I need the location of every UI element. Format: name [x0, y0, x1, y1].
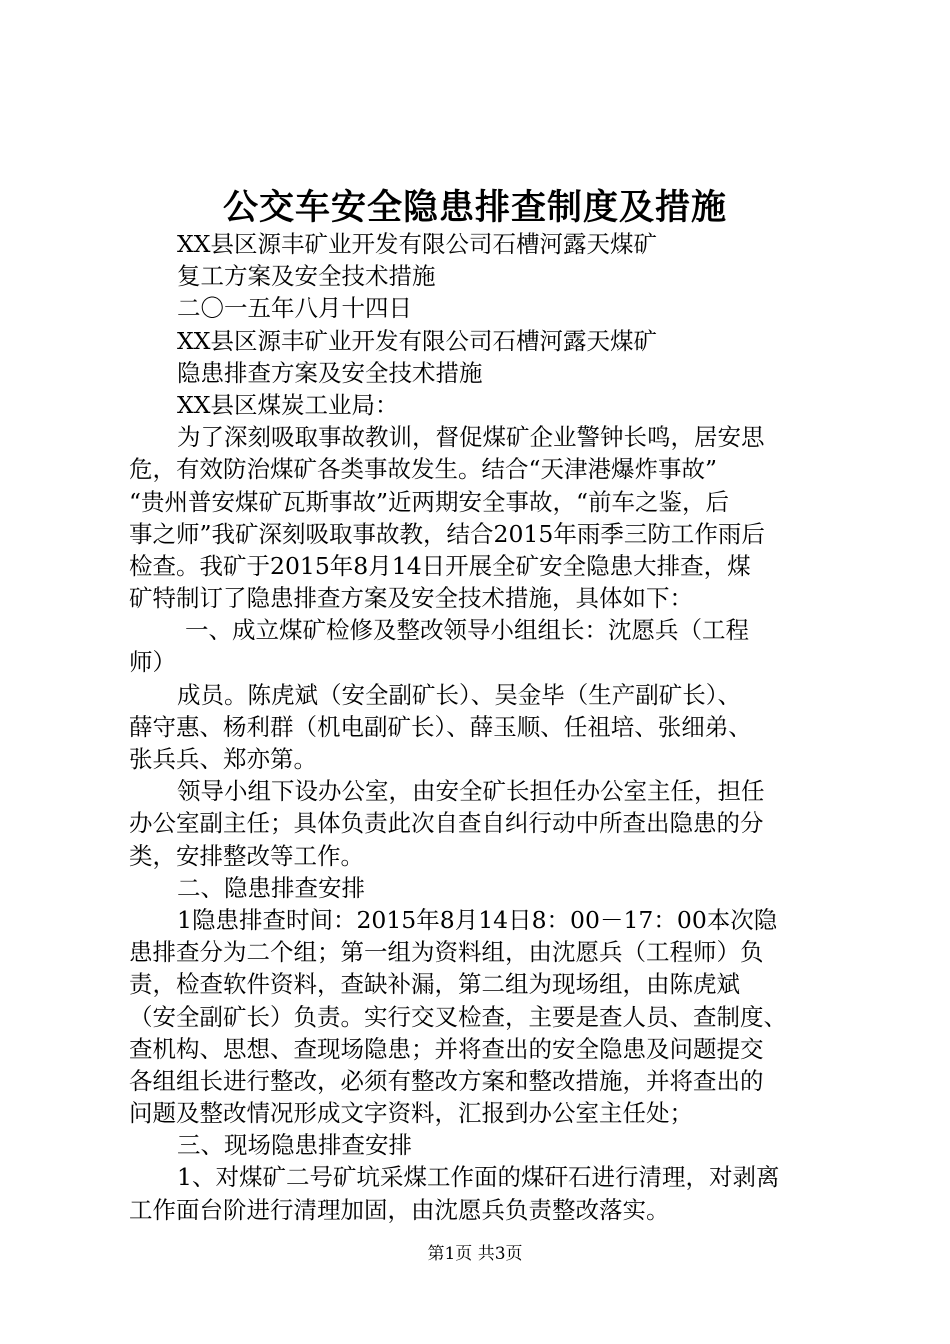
- section-heading-2: 二、隐患排查安排: [177, 873, 365, 902]
- heading-line-plan-2: 隐患排查方案及安全技术措施: [177, 358, 483, 387]
- paragraph-line: “贵州普安煤矿瓦斯事故”近两期安全事故，“前车之鉴，后: [129, 487, 730, 516]
- paragraph-line: 危，有效防治煤矿各类事故发生。结合“天津港爆炸事故”: [129, 455, 718, 484]
- paragraph-line: （安全副矿长）负责。实行交叉检查，主要是查人员、查制度、: [129, 1002, 787, 1031]
- paragraph-line: 师）: [129, 648, 176, 677]
- paragraph-line: 为了深刻吸取事故教训，督促煤矿企业警钟长鸣，居安思: [177, 423, 765, 452]
- paragraph-line: 矿特制订了隐患排查方案及安全技术措施，具体如下：: [129, 584, 693, 613]
- paragraph-line: 责，检查软件资料，查缺补漏，第二组为现场组，由陈虎斌: [129, 970, 740, 999]
- page-number: 第1页 共3页: [427, 1244, 523, 1264]
- document-body: [129, 228, 829, 1226]
- paragraph-line: 办公室副主任；具体负责此次自查自纠行动中所查出隐患的分: [129, 809, 764, 838]
- paragraph-line: 领导小组下设办公室，由安全矿长担任办公室主任，担任: [177, 777, 765, 806]
- paragraph-line: 工作面台阶进行清理加固，由沈愿兵负责整改落实。: [129, 1195, 670, 1224]
- paragraph-line: 1隐患排查时间：2015年8月14日8：00－17：00本次隐: [177, 905, 778, 934]
- paragraph-line: 1、对煤矿二号矿坑采煤工作面的煤矸石进行清理，对剥离: [177, 1163, 780, 1192]
- paragraph-line: 类，安排整改等工作。: [129, 841, 364, 870]
- paragraph-line: 事之师”我矿深刻吸取事故教，结合2015年雨季三防工作雨后: [129, 519, 765, 548]
- paragraph-line: 检查。我矿于2015年8月14日开展全矿安全隐患大排查，煤: [129, 551, 751, 580]
- paragraph-line: 患排查分为二个组；第一组为资料组，由沈愿兵（工程师）负: [129, 938, 764, 967]
- heading-line-date: 二〇一五年八月十四日: [177, 294, 412, 323]
- paragraph-line: 成员。陈虎斌（安全副矿长）、吴金毕（生产副矿长）、: [177, 680, 741, 709]
- addressee-line: XX县区煤炭工业局：: [177, 390, 399, 419]
- heading-line-plan: 复工方案及安全技术措施: [177, 262, 436, 291]
- paragraph-line: 张兵兵、郑亦第。: [129, 745, 317, 773]
- heading-line-company: XX县区源丰矿业开发有限公司石槽河露天煤矿: [177, 230, 657, 258]
- paragraph-line: 薛守惠、杨利群（机电副矿长）、薛玉顺、任祖培、张细弟、: [129, 712, 752, 741]
- paragraph-line: 各组组长进行整改，必须有整改方案和整改措施，并将查出的: [129, 1066, 764, 1095]
- section-heading-3: 三、现场隐患排查安排: [177, 1131, 412, 1160]
- heading-line-company-2: XX县区源丰矿业开发有限公司石槽河露天煤矿: [177, 326, 657, 355]
- paragraph-line: 查机构、思想、查现场隐患；并将查出的安全隐患及问题提交: [129, 1034, 764, 1063]
- document-title: 公交车安全隐患排查制度及措施: [222, 187, 727, 228]
- paragraph-line: 问题及整改情况形成文字资料，汇报到办公室主任处；: [129, 1099, 693, 1128]
- section-heading-1: 一、成立煤矿检修及整改领导小组组长：沈愿兵（工程: [185, 616, 749, 645]
